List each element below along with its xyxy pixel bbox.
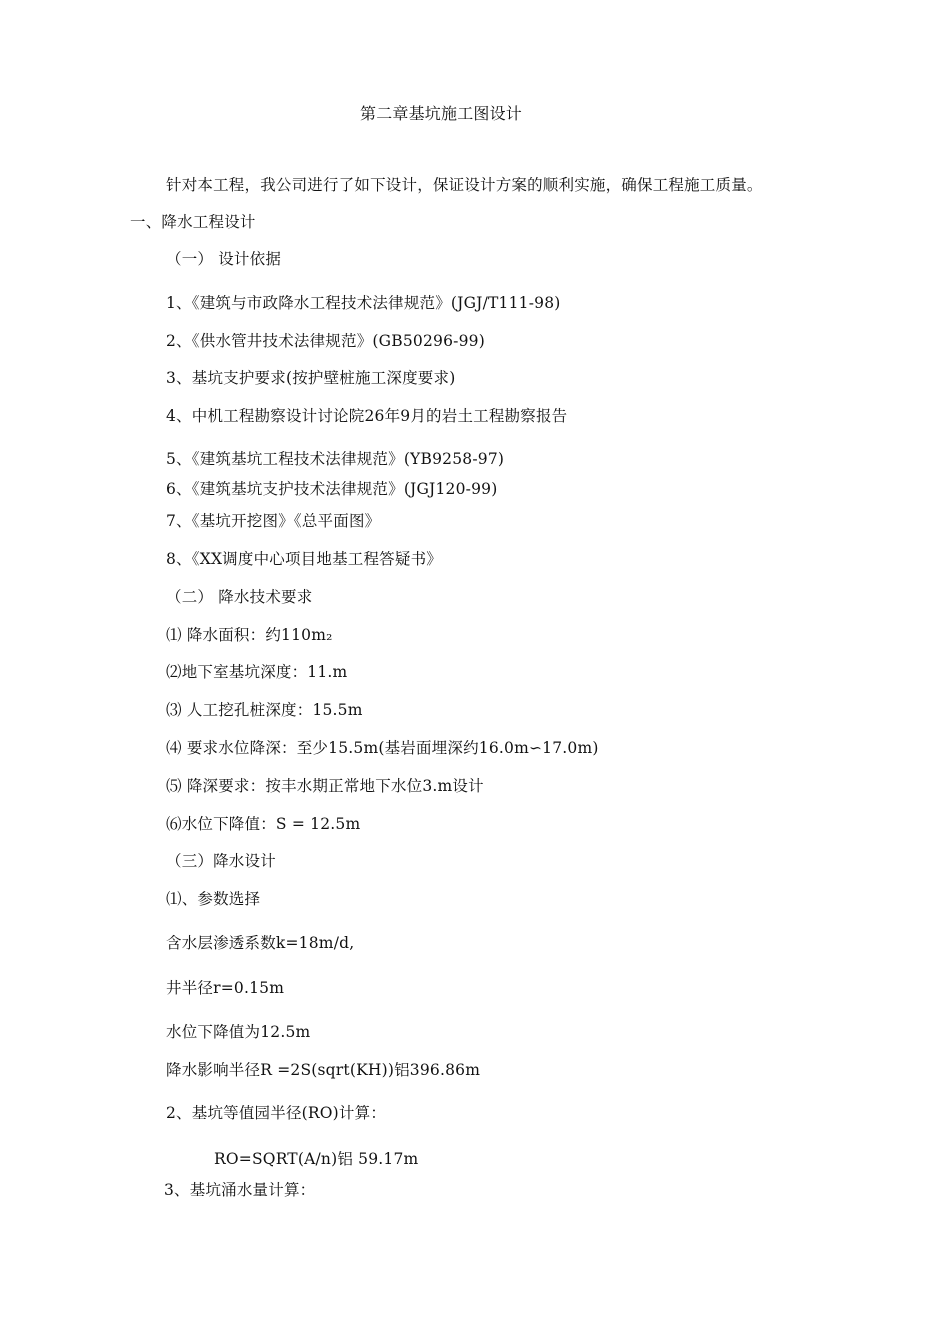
requirement-item: ⑴ 降水面积：约110m₂ — [166, 626, 333, 644]
section-heading-dewatering: 一、降水工程设计 — [130, 213, 256, 231]
chapter-title: 第二章基坑施工图设计 — [360, 104, 523, 123]
subsection-heading-requirements: （二） 降水技术要求 — [166, 588, 313, 606]
requirement-item: ⑹水位下降值：S = 12.5m — [166, 815, 361, 833]
design-formula: RO=SQRT(A/n)铝 59.17m — [214, 1150, 419, 1168]
design-item: ⑴、参数选择 — [166, 890, 261, 908]
design-item: 含水层渗透系数k=18m/d, — [166, 934, 355, 952]
design-item: 2、基坑等值园半径(RO)计算： — [166, 1104, 387, 1122]
basis-item: 2、《供水管井技术法律规范》(GB50296-99) — [166, 332, 485, 350]
basis-item: 3、基坑支护要求(按护壁桩施工深度要求) — [166, 369, 456, 387]
design-item: 降水影响半径R =2S(sqrt(KH))铝396.86m — [166, 1061, 481, 1079]
basis-item: 8、《XX调度中心项目地基工程答疑书》 — [166, 550, 442, 568]
intro-paragraph: 针对本工程，我公司进行了如下设计，保证设计方案的顺利实施，确保工程施工质量。 — [166, 176, 763, 194]
subsection-heading-design: （三）降水设计 — [166, 852, 276, 870]
basis-item: 1、《建筑与市政降水工程技术法律规范》(JGJ/T111-98) — [166, 294, 561, 312]
basis-item: 6、《建筑基坑支护技术法律规范》(JGJ120-99) — [166, 480, 498, 498]
basis-item: 4、中机工程勘察设计讨论院26年9月的岩土工程勘察报告 — [166, 407, 568, 425]
requirement-item: ⑵地下室基坑深度：11.m — [166, 663, 348, 681]
design-item: 井半径r=0.15m — [166, 979, 285, 997]
requirement-item: ⑶ 人工挖孔桩深度：15.5m — [166, 701, 363, 719]
subsection-heading-basis: （一） 设计依据 — [166, 250, 282, 268]
requirement-item: ⑸ 降深要求：按丰水期正常地下水位3.m设计 — [166, 777, 484, 795]
requirement-item: ⑷ 要求水位降深：至少15.5m(基岩面埋深约16.0m∽17.0m) — [166, 739, 599, 757]
basis-item: 7、《基坑开挖图》《总平面图》 — [166, 512, 381, 530]
design-item: 3、基坑涌水量计算： — [164, 1181, 316, 1199]
design-item: 水位下降值为12.5m — [166, 1023, 311, 1041]
basis-item: 5、《建筑基坑工程技术法律规范》(YB9258-97) — [166, 450, 505, 468]
